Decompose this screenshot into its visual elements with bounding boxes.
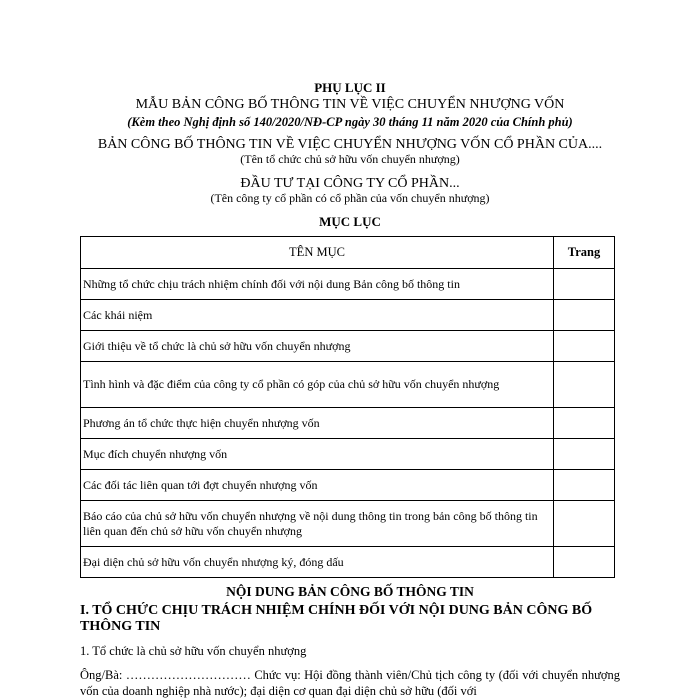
subsection-heading: 1. Tổ chức là chủ sở hữu vốn chuyển nhượng xyxy=(80,644,307,658)
body-paragraph: Ông/Bà: ………………………… Chức vụ: Hội đồng thành viên/Chủ tịch công ty (đối với chuyển nhượng vốn của doanh nghiệp nhà nước); đại diện cơ quan đại diện chủ sở hữu (đối với xyxy=(80,668,620,698)
document-title-note: (Tên tổ chức chủ sở hữu vốn chuyển nhượng) xyxy=(240,152,460,166)
toc-title: MỤC LỤC xyxy=(319,214,381,229)
appendix-label: PHỤ LỤC II xyxy=(314,80,386,95)
toc-row xyxy=(81,300,615,331)
toc-row-page xyxy=(554,331,615,362)
toc-row xyxy=(81,439,615,470)
toc-table xyxy=(80,236,615,578)
toc-header-page: Trang xyxy=(554,237,615,269)
document-title: BẢN CÔNG BỐ THÔNG TIN VỀ VIỆC CHUYỂN NHƯỢNG VỐN CỔ PHẦN CỦA.... xyxy=(97,137,603,152)
toc-row xyxy=(81,501,615,547)
toc-row-label: Các khái niệm xyxy=(81,300,554,331)
toc-row-page xyxy=(554,269,615,300)
toc-row xyxy=(81,331,615,362)
toc-row-label: Mục đích chuyển nhượng vốn xyxy=(81,439,554,470)
toc-row-page xyxy=(554,439,615,470)
investment-title: ĐẦU TƯ TẠI CÔNG TY CỔ PHẦN... xyxy=(240,176,460,191)
toc-row-label: Các đối tác liên quan tới đợt chuyển nhượng vốn xyxy=(81,470,554,501)
toc-row-page xyxy=(554,501,615,547)
toc-row-page xyxy=(554,547,615,578)
toc-row-label: Giới thiệu về tổ chức là chủ sở hữu vốn chuyển nhượng xyxy=(81,331,554,362)
toc-header-item: TÊN MỤC xyxy=(81,237,554,269)
toc-row-page xyxy=(554,300,615,331)
toc-row xyxy=(81,362,615,408)
toc-row-label: Những tổ chức chịu trách nhiệm chính đối với nội dung Bản công bố thông tin xyxy=(81,269,554,300)
section-heading: I. TỔ CHỨC CHỊU TRÁCH NHIỆM CHÍNH ĐỐI VỚI NỘI DUNG BẢN CÔNG BỐ THÔNG TIN xyxy=(80,603,593,634)
toc-header-row xyxy=(81,237,615,269)
toc-row-label: Phương án tổ chức thực hiện chuyển nhượng vốn xyxy=(81,408,554,439)
form-title: MẪU BẢN CÔNG BỐ THÔNG TIN VỀ VIỆC CHUYỂN NHƯỢNG VỐN xyxy=(135,97,565,112)
content-section-title: NỘI DUNG BẢN CÔNG BỐ THÔNG TIN xyxy=(226,584,474,599)
toc-row-page xyxy=(554,408,615,439)
toc-row-label: Báo cáo của chủ sở hữu vốn chuyển nhượng về nội dung thông tin trong bản công bố thông tin liên quan đến chủ sở hữu vốn chuyển nhượng xyxy=(81,501,554,547)
toc-row-page xyxy=(554,362,615,408)
toc-row xyxy=(81,470,615,501)
toc-row xyxy=(81,269,615,300)
toc-row xyxy=(81,408,615,439)
investment-title-note: (Tên công ty cổ phần có cổ phần của vốn chuyển nhượng) xyxy=(210,191,490,205)
toc-row-page xyxy=(554,470,615,501)
toc-row-label: Đại diện chủ sở hữu vốn chuyển nhượng ký, đóng dấu xyxy=(81,547,554,578)
toc-row xyxy=(81,547,615,578)
toc-row-label: Tình hình và đặc điểm của công ty cổ phần có góp của chủ sở hữu vốn chuyển nhượng xyxy=(81,362,554,408)
decree-reference: (Kèm theo Nghị định số 140/2020/NĐ-CP ngày 30 tháng 11 năm 2020 của Chính phủ) xyxy=(127,115,573,129)
